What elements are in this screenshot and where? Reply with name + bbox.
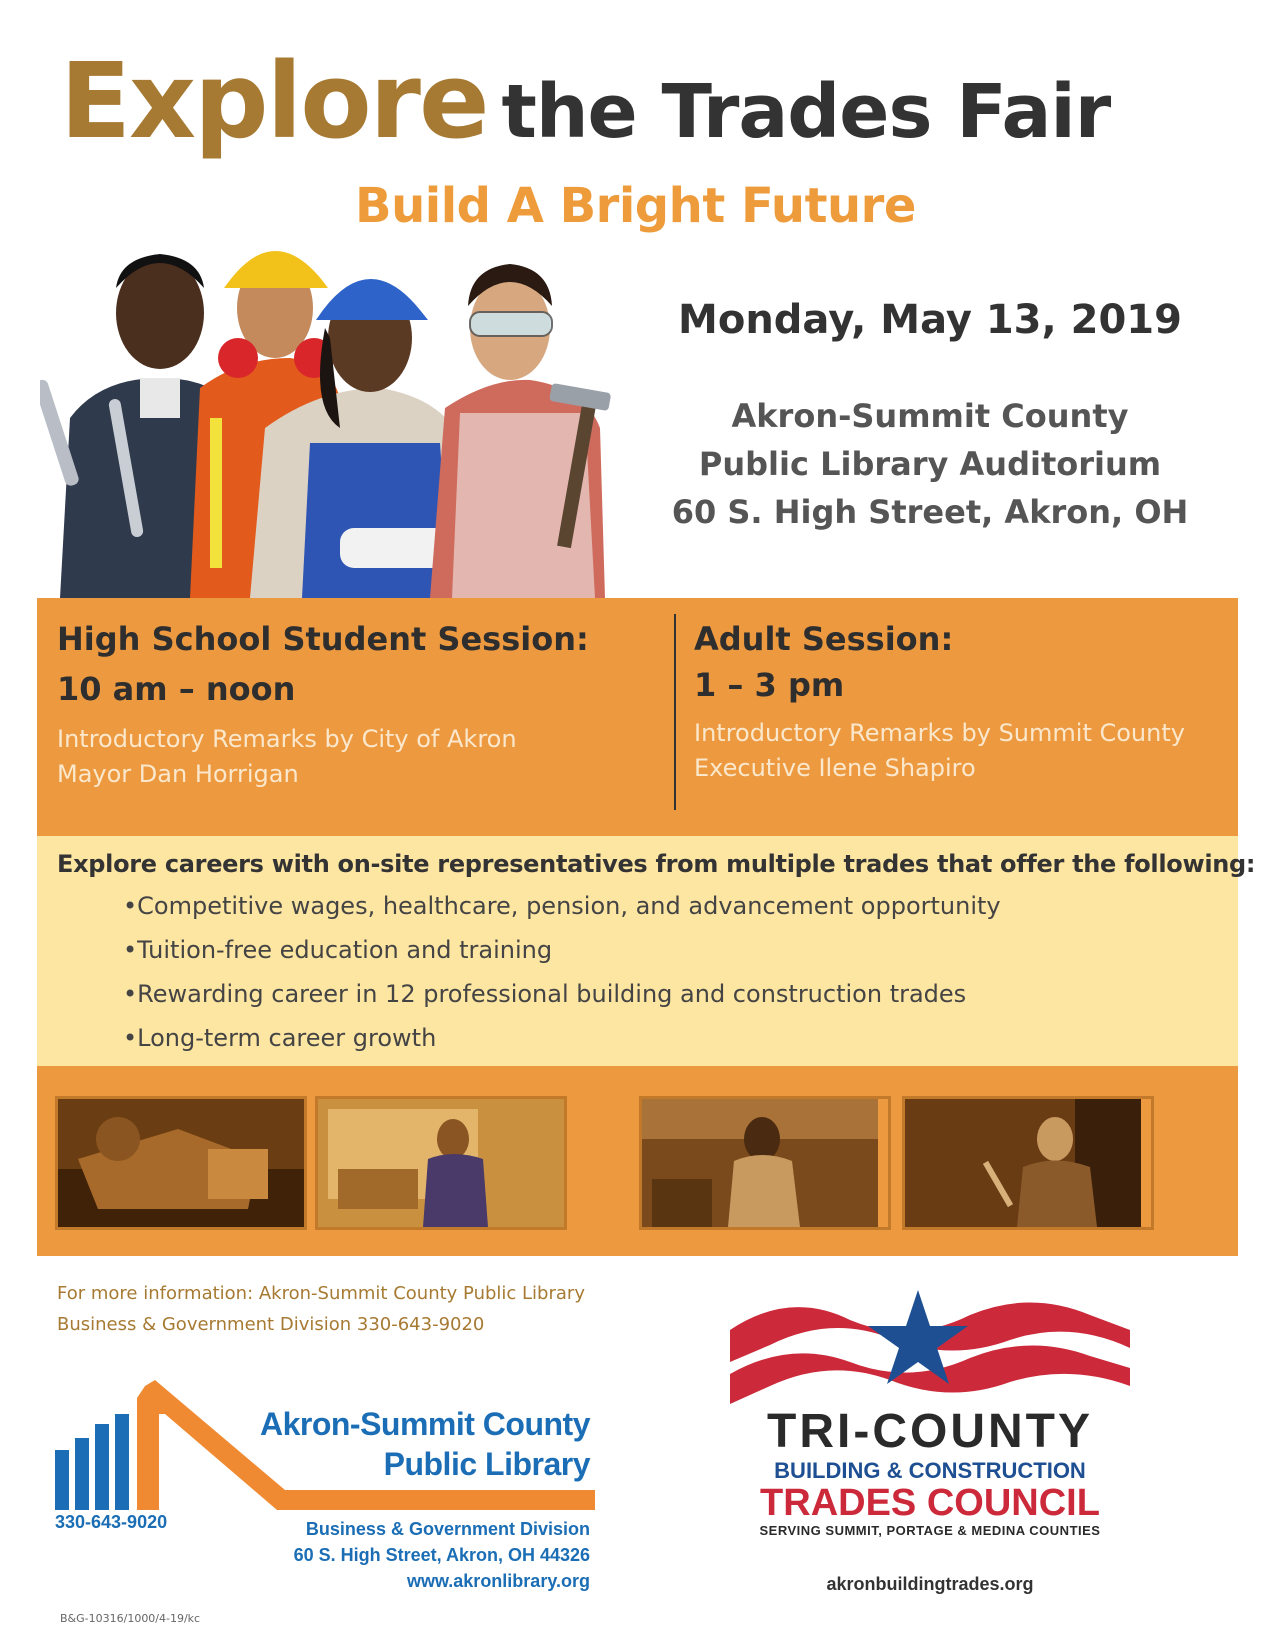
print-code: B&G-10316/1000/4-19/kc (60, 1612, 201, 1625)
more-info-line: For more information: Akron-Summit County Public Library (57, 1283, 585, 1304)
council-name-line: TRADES COUNCIL (760, 1482, 1100, 1524)
benefits-intro: Explore careers with on-site representatives from multiple trades that offer the following: (57, 850, 1256, 878)
event-date: Monday, May 13, 2019 (678, 297, 1182, 343)
session-title: High School Student Session: (57, 620, 589, 658)
remarks-line: Executive Ilene Shapiro (694, 754, 976, 782)
library-url: www.akronlibrary.org (406, 1571, 590, 1591)
session-time: 1 – 3 pm (694, 666, 845, 704)
council-name-line: BUILDING & CONSTRUCTION (774, 1458, 1086, 1483)
council-url[interactable]: akronbuildingtrades.org (826, 1574, 1034, 1594)
council-name (728, 1406, 1132, 1540)
flyer-title (60, 40, 1110, 162)
session-title: Adult Session: (694, 620, 954, 658)
library-address (200, 1516, 590, 1594)
more-info (57, 1278, 585, 1340)
photo-plumber (315, 1096, 567, 1230)
venue-line: Public Library Auditorium (698, 445, 1162, 483)
sessions-band (37, 598, 1238, 836)
remarks-line: Introductory Remarks by City of Akron (57, 725, 517, 753)
session-remarks (57, 722, 647, 792)
title-rest: the Trades Fair (501, 69, 1111, 155)
list-item: •Tuition-free education and training (123, 936, 553, 964)
list-item: •Long-term career growth (123, 1024, 437, 1052)
more-info-line: Business & Government Division 330-643-9020 (57, 1314, 485, 1335)
library-street: 60 S. High Street, Akron, OH 44326 (293, 1545, 590, 1565)
venue-address: 60 S. High Street, Akron, OH (671, 493, 1189, 531)
library-name-line: Akron-Summit County (259, 1406, 590, 1442)
event-venue (640, 392, 1220, 536)
list-item: •Competitive wages, healthcare, pension, and advancement opportunity (123, 892, 1001, 920)
remarks-line: Mayor Dan Horrigan (57, 760, 299, 788)
high-school-session (57, 620, 647, 792)
benefits-list (123, 884, 1218, 1060)
list-item: •Rewarding career in 12 professional building and construction trades (123, 980, 967, 1008)
session-remarks (694, 716, 1224, 786)
council-logo-mark (730, 1290, 1130, 1420)
session-time: 10 am – noon (57, 670, 296, 708)
photo-shop-worker (639, 1096, 891, 1230)
flyer-subtitle: Build A Bright Future (355, 178, 916, 234)
benefits-section (37, 836, 1256, 1066)
library-name (210, 1404, 590, 1484)
session-divider (674, 614, 676, 810)
council-tagline: SERVING SUMMIT, PORTAGE & MEDINA COUNTIES (759, 1523, 1101, 1538)
worker-safety-glasses (430, 264, 611, 598)
library-division: Business & Government Division (305, 1519, 590, 1539)
library-name-line: Public Library (383, 1446, 590, 1482)
photo-welding (55, 1096, 307, 1230)
workers-photo (40, 228, 670, 598)
remarks-line: Introductory Remarks by Summit County (694, 719, 1185, 747)
library-phone: 330-643-9020 (55, 1512, 168, 1532)
council-name-line: TRI-COUNTY (767, 1405, 1093, 1458)
photo-welder (902, 1096, 1154, 1230)
title-highlight: Explore (60, 40, 488, 162)
venue-line: Akron-Summit County (731, 397, 1129, 435)
photo-strip (37, 1066, 1238, 1256)
adult-session (694, 620, 1224, 786)
